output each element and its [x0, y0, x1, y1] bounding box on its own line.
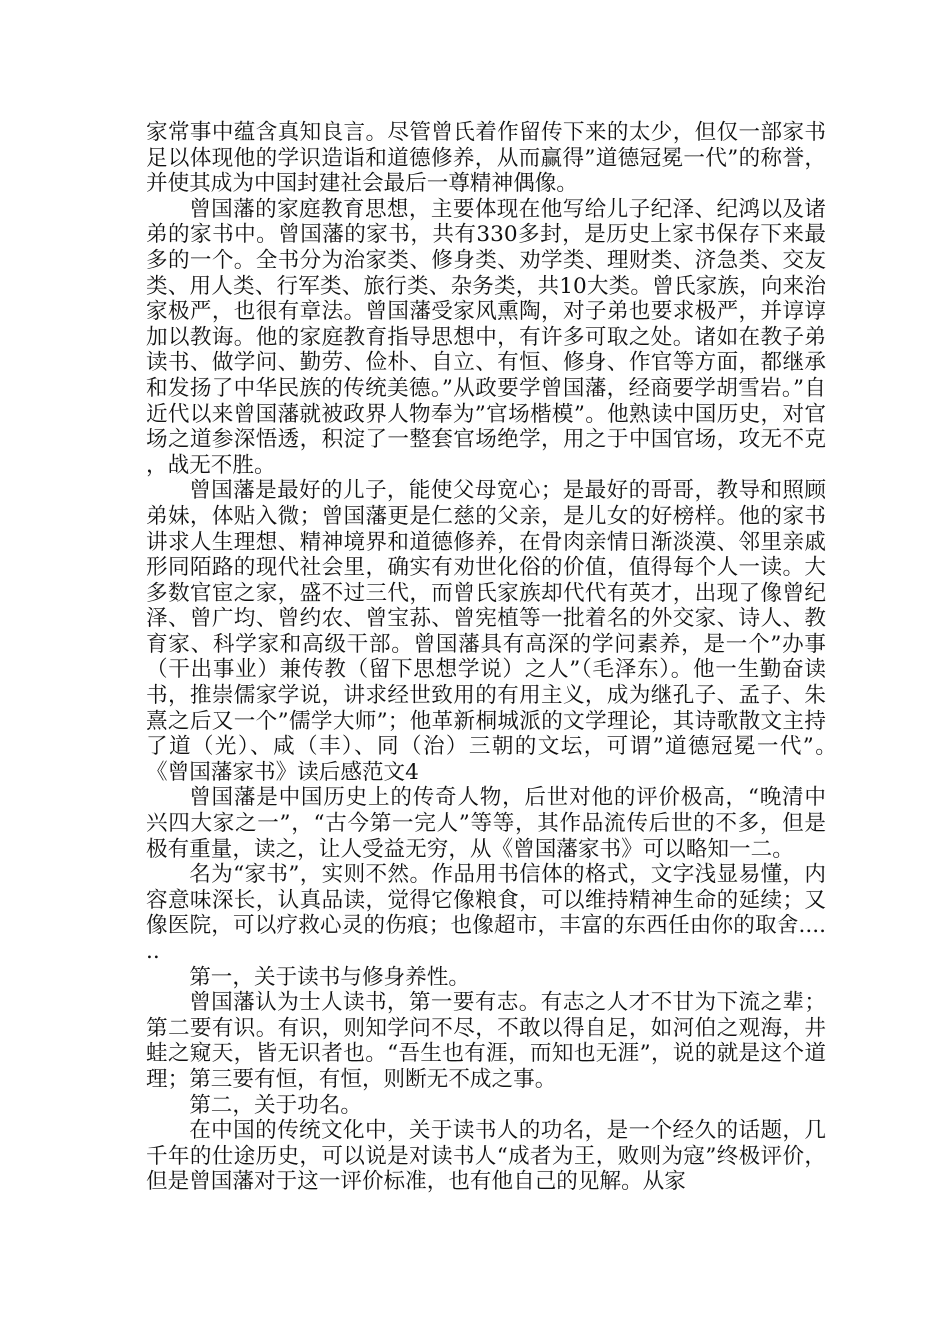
document-page	[146, 120, 870, 1195]
paragraph-reading-ambition: 曾国藩认为士人读书，第一要有志。有志之人才不甘为下流之辈；第二要有识。有识，则知学问不尽，不敢以得自足，如河伯之观海，井蛙之窥天，皆无识者也。“吾生也有涯，而知也无涯”，说的就是这个道理；第三要有恒，有恒，则断无不成之事。	[146, 990, 826, 1092]
paragraph-legendary-figure: 曾国藩是中国历史上的传奇人物，后世对他的评价极高，“晚清中兴四大家之一”，“古今第一完人”等等，其作品流传后世的不多，但是极有重量，读之，让人受益无穷，从《曾国藩家书》可以略知一二。	[146, 785, 826, 862]
paragraph-intro: 家常事中蕴含真知良言。尽管曾氏着作留传下来的太少，但仅一部家书足以体现他的学识造诣和道德修养，从而赢得”道德冠冕一代”的称誉，并使其成为中国封建社会最后一尊精神偶像。	[146, 120, 826, 197]
paragraph-best-son: 曾国藩是最好的儿子，能使父母宽心；是最好的哥哥，教导和照顾弟妹，体贴入微；曾国藩更是仁慈的父亲，是儿女的好榜样。他的家书讲求人生理想、精神境界和道德修养，在骨肉亲情日渐淡漠、邻里亲戚形同陌路的现代社会里，确实有劝世化俗的价值，值得每个人一读。大多数官宦之家，盛不过三代，而曾氏家族却代代有英才，出现了像曾纪泽、曾广均、曾约农、曾宝荪、曾宪植等一批着名的外交家、诗人、教育家、科学家和高级干部。曾国藩具有高深的学问素养，是一个”办事（干出事业）兼传教（留下思想学说）之人”（毛泽东）。他一生勤奋读书，推崇儒家学说，讲求经世致用的有用主义，成为继孔子、孟子、朱熹之后又一个”儒学大师”；他革新桐城派的文学理论，其诗歌散文主持了道（光）、咸（丰）、同（治）三朝的文坛，可谓”道德冠冕一代”。 《曾国藩家书》读后感范文4	[146, 478, 870, 785]
section-heading-fame: 第二，关于功名。	[189, 1092, 362, 1118]
section-heading-reading: 第一，关于读书与修身养性。	[189, 964, 470, 990]
paragraph-family-education: 曾国藩的家庭教育思想，主要体现在他写给儿子纪泽、纪鸿以及诸弟的家书中。曾国藩的家书，共有330多封，是历史上家书保存下来最多的一个。全书分为治家类、修身类、劝学类、理财类、济急类、交友类、用人类、行军类、旅行类、杂务类，共10大类。曾氏家族，向来治家极严，也很有章法。曾国藩受家风熏陶，对子弟也要求极严，并谆谆加以教诲。他的家庭教育指导思想中，有许多可取之处。诸如在教子弟读书、做学问、勤劳、俭朴、自立、有恒、修身、作官等方面，都继承和发扬了中华民族的传统美德。”从政要学曾国藩，经商要学胡雪岩。”自近代以来曾国藩就被政界人物奉为”官场楷模”。他熟读中国历史，对官场之道参深悟透，积淀了一整套官场绝学，用之于中国官场，攻无不克，战无不胜。	[146, 196, 826, 478]
paragraph-fame: 在中国的传统文化中，关于读书人的功名，是一个经久的话题，几千年的仕途历史，可以说是对读书人“成者为王，败则为寇”终极评价，但是曾国藩对于这一评价标准，也有他自己的见解。从家	[146, 1118, 826, 1195]
paragraph-named-family-letters: 名为“家书”，实则不然。作品用书信体的格式，文字浅显易懂，内容意味深长，认真品读，觉得它像粮食，可以维持精神生命的延续；又像医院，可以疗救心灵的伤痕；也像超市，丰富的东西任由你的取舍......	[146, 862, 826, 964]
